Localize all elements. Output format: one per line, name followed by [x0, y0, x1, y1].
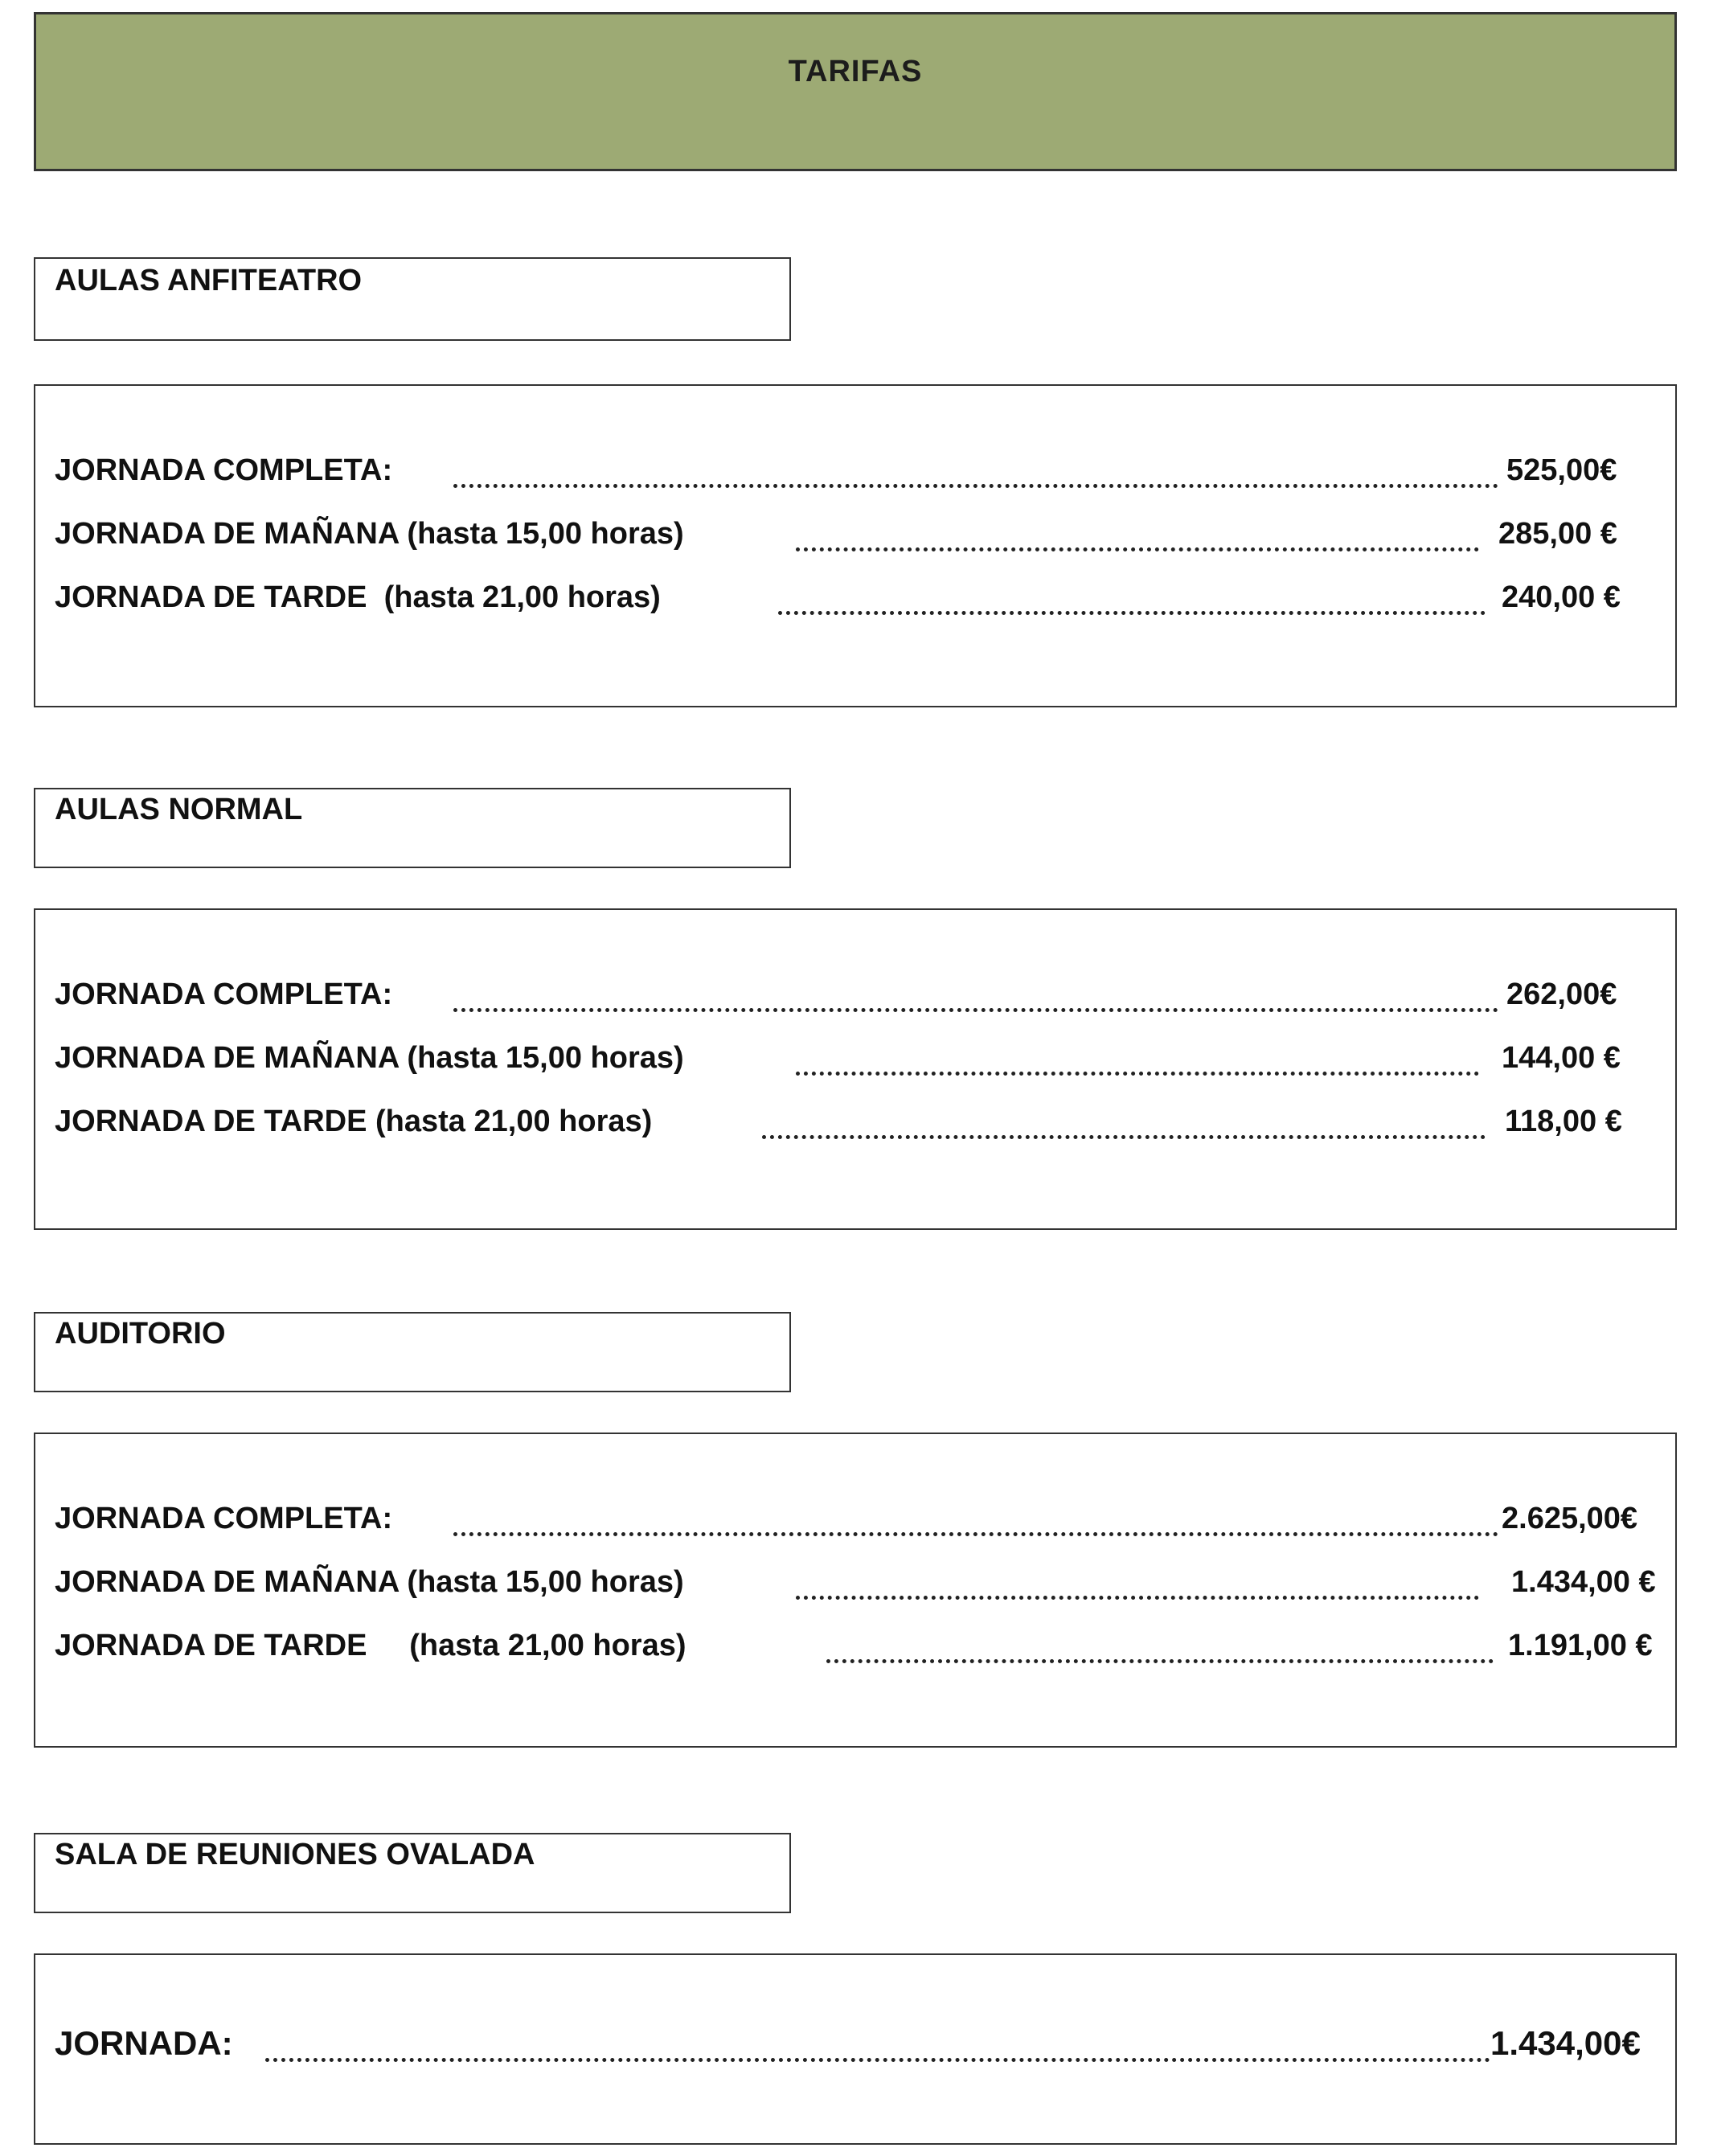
- section-label: AULAS ANFITEATRO: [55, 264, 363, 297]
- rate-row: [55, 580, 1662, 621]
- rate-label: JORNADA COMPLETA:: [55, 1502, 393, 1535]
- rate-box-aulas-anfiteatro: [34, 384, 1677, 707]
- section-label: AULAS NORMAL: [55, 793, 303, 826]
- rate-label: JORNADA DE MAÑANA (hasta 15,00 horas): [55, 1565, 684, 1599]
- rate-label: JORNADA:: [55, 2024, 233, 2062]
- rate-row: [55, 1502, 1662, 1542]
- section-label-box-auditorio: [34, 1312, 791, 1392]
- rate-row: [55, 1041, 1662, 1081]
- rate-label: JORNADA DE TARDE (hasta 21,00 horas): [55, 580, 661, 614]
- section-label-box-sala-reuniones: [34, 1833, 791, 1913]
- rate-price: 525,00€: [1506, 453, 1617, 487]
- rate-label: JORNADA DE TARDE (hasta 21,00 horas): [55, 1105, 653, 1138]
- rate-row: [55, 453, 1662, 494]
- rate-row: [55, 1105, 1662, 1145]
- dot-leader: [453, 484, 1498, 488]
- rate-label: JORNADA COMPLETA:: [55, 978, 393, 1011]
- rate-label: JORNADA COMPLETA:: [55, 453, 393, 487]
- rate-price: 262,00€: [1506, 978, 1617, 1011]
- dot-leader: [826, 1659, 1494, 1663]
- rate-row: [55, 2024, 1662, 2064]
- dot-leader: [265, 2058, 1490, 2062]
- section-label-box-aulas-normal: [34, 788, 791, 868]
- rate-box-sala-reuniones: [34, 1953, 1677, 2145]
- rate-row: [55, 1629, 1662, 1669]
- rate-price: 1.191,00 €: [1508, 1629, 1653, 1662]
- page-title: TARIFAS: [788, 55, 923, 88]
- rate-price: 144,00 €: [1502, 1041, 1621, 1075]
- rate-label: JORNADA DE TARDE (hasta 21,00 horas): [55, 1629, 686, 1662]
- dot-leader: [453, 1008, 1498, 1012]
- rate-price: 2.625,00€: [1502, 1502, 1638, 1535]
- rate-box-auditorio: [34, 1433, 1677, 1748]
- rate-price: 118,00 €: [1505, 1105, 1622, 1138]
- dot-leader: [453, 1532, 1498, 1536]
- rate-box-aulas-normal: [34, 908, 1677, 1230]
- dot-leader: [796, 1596, 1479, 1600]
- section-label-box-aulas-anfiteatro: [34, 257, 791, 341]
- tarifas-banner: [34, 12, 1677, 171]
- dot-leader: [796, 1072, 1479, 1076]
- section-label: SALA DE REUNIONES OVALADA: [55, 1838, 535, 1871]
- section-label: AUDITORIO: [55, 1317, 226, 1351]
- dot-leader: [796, 547, 1479, 551]
- rate-price: 1.434,00 €: [1511, 1565, 1656, 1599]
- rate-price: 1.434,00€: [1490, 2024, 1641, 2062]
- rate-label: JORNADA DE MAÑANA (hasta 15,00 horas): [55, 517, 684, 551]
- rate-row: [55, 1565, 1662, 1605]
- rate-price: 240,00 €: [1502, 580, 1621, 614]
- dot-leader: [762, 1135, 1486, 1139]
- rate-label: JORNADA DE MAÑANA (hasta 15,00 horas): [55, 1041, 684, 1075]
- rate-price: 285,00 €: [1498, 517, 1617, 551]
- dot-leader: [778, 611, 1486, 615]
- rate-row: [55, 517, 1662, 557]
- rate-row: [55, 978, 1662, 1018]
